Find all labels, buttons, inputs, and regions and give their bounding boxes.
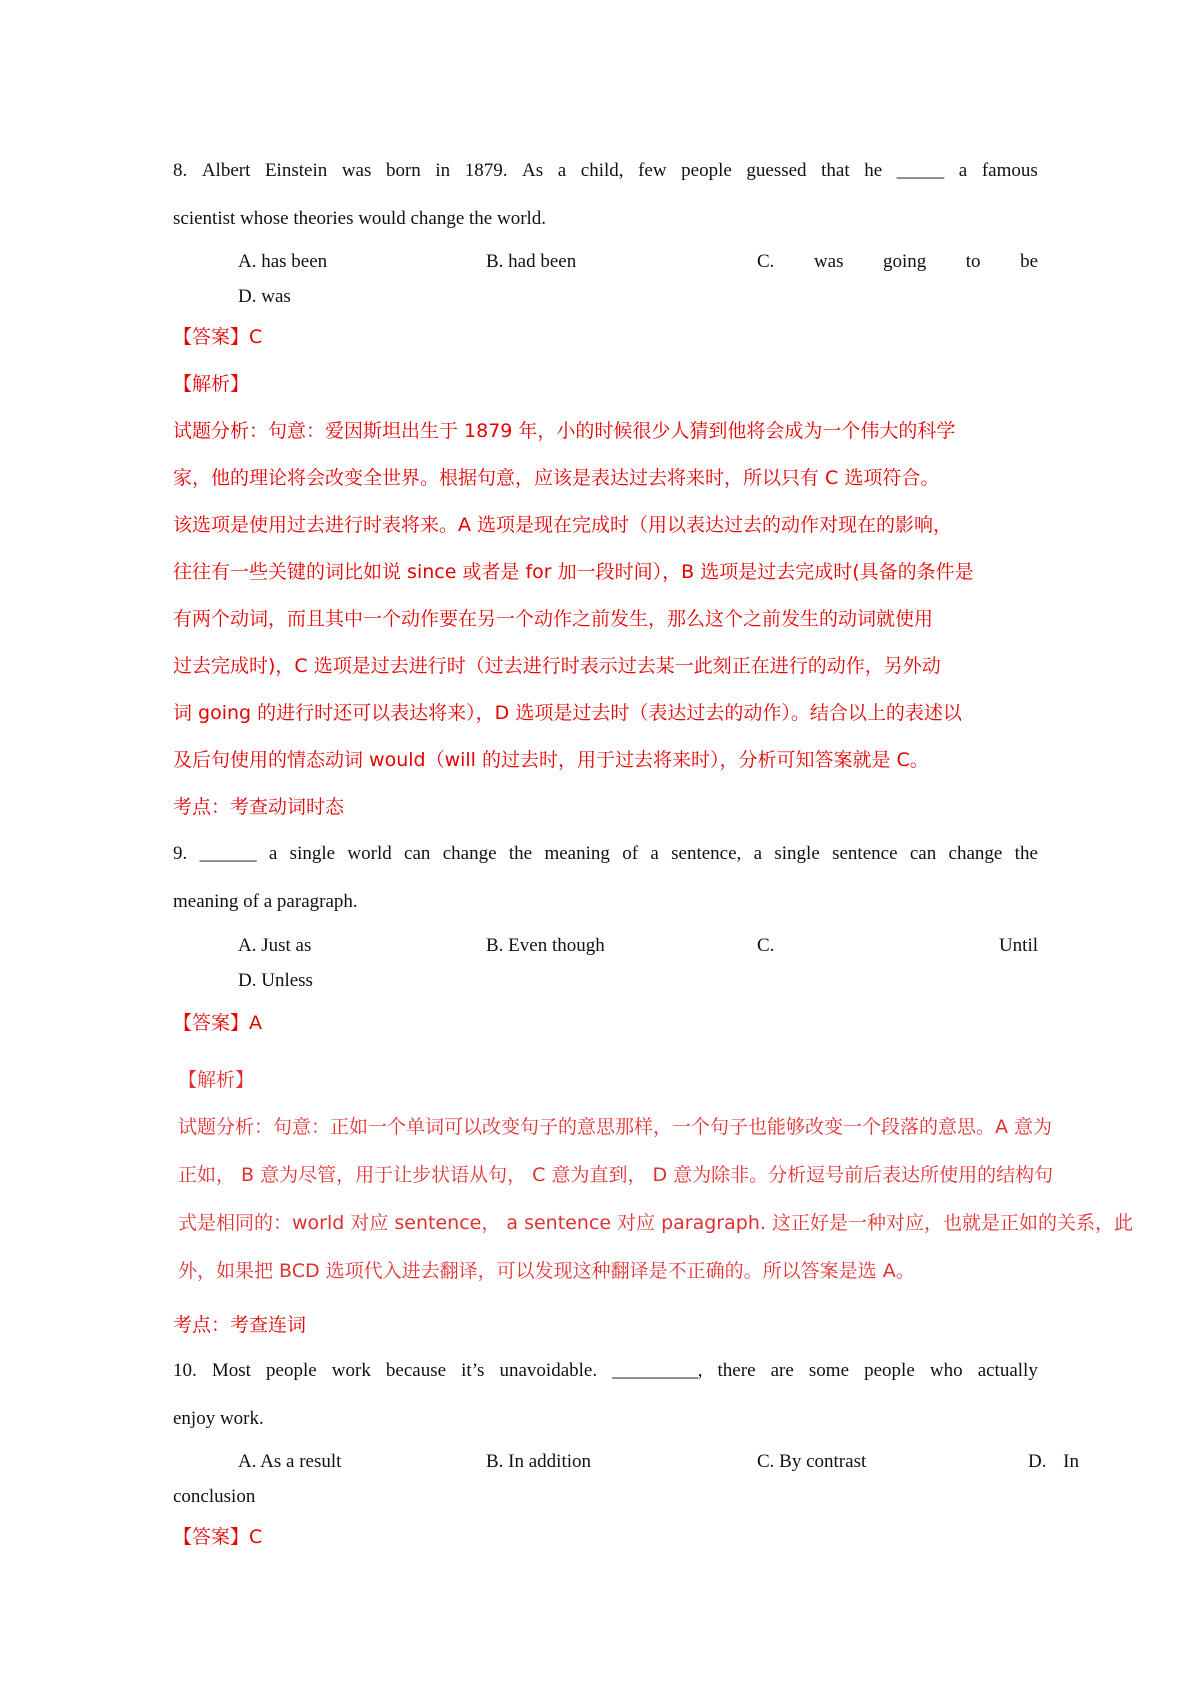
q10-option-d-word: In xyxy=(1063,1451,1079,1472)
q9-word: can xyxy=(909,843,937,864)
q8-word: that xyxy=(821,160,850,181)
q9-word: the xyxy=(1014,843,1038,864)
q8-option-c-word: was xyxy=(813,251,844,272)
q8-analysis-line: 及后句使用的情态动词 would（will 的过去时，用于过去将来时），分析可知答案就是 C。 xyxy=(173,749,929,771)
q8-word: famous xyxy=(981,160,1038,181)
q10-number: 10. xyxy=(173,1360,197,1381)
q8-stem-line1 xyxy=(173,160,1038,182)
q10-word: it’s xyxy=(461,1360,485,1381)
q10-word: who xyxy=(929,1360,963,1381)
q9-word: change xyxy=(442,843,497,864)
q8-word: in xyxy=(435,160,451,181)
q8-word: Einstein xyxy=(264,160,328,181)
q9-option-a: A. Just as xyxy=(238,935,312,956)
q9-analysis-line: 试题分析：句意：正如一个单词可以改变句子的意思那样，一个句子也能够改变一个段落的意思。A 意为 xyxy=(178,1116,1053,1138)
q9-kaodian: 考点：考查连词 xyxy=(173,1314,307,1336)
q9-word: sentence xyxy=(832,843,898,864)
q9-word: change xyxy=(948,843,1003,864)
q10-option-c: C. By contrast xyxy=(757,1451,867,1472)
q8-analysis-line: 过去完成时)，C 选项是过去进行时（过去进行时表示过去某一此刻正在进行的动作，另外动 xyxy=(173,655,941,677)
q9-word: can xyxy=(404,843,431,864)
q9-stem-line1 xyxy=(173,843,1038,865)
q8-word: people xyxy=(681,160,732,181)
q9-option-c xyxy=(757,935,1038,957)
q9-word: sentence, xyxy=(671,843,742,864)
q9-word: meaning xyxy=(544,843,610,864)
q9-option-b: B. Even though xyxy=(486,935,605,956)
q8-word: As xyxy=(522,160,544,181)
q9-word: of xyxy=(622,843,639,864)
q9-blank: ______ xyxy=(199,843,257,864)
q8-option-d: D. was xyxy=(238,286,291,307)
q9-option-d: D. Unless xyxy=(238,970,313,991)
q8-analysis-line: 试题分析：句意：爱因斯坦出生于 1879 年，小的时候很少人猜到他将会成为一个伟大的科学 xyxy=(173,420,956,442)
q8-word: child, xyxy=(580,160,624,181)
q8-analysis-line: 有两个动词，而且其中一个动作要在另一个动作之前发生，那么这个之前发生的动词就使用 xyxy=(173,608,934,630)
q8-word: Albert xyxy=(201,160,251,181)
q10-stem-line1 xyxy=(173,1360,1038,1382)
q9-analysis-heading: 【解析】 xyxy=(178,1069,255,1091)
q9-number: 9. xyxy=(173,843,188,864)
q8-stem-line2: scientist whose theories would change the world. xyxy=(173,208,547,229)
q8-option-c xyxy=(757,251,1038,273)
q9-word: a xyxy=(268,843,278,864)
q8-analysis-line: 该选项是使用过去进行时表将来。A 选项是现在完成时（用以表达过去的动作对现在的影响， xyxy=(173,514,953,536)
q8-option-a: A. has been xyxy=(238,251,328,272)
q8-option-c-word: going xyxy=(883,251,927,272)
q10-option-d-word: D. xyxy=(1028,1451,1047,1472)
q8-option-c-word: C. xyxy=(757,251,775,272)
q10-option-d-continued: conclusion xyxy=(173,1486,256,1507)
q10-word: actually xyxy=(977,1360,1038,1381)
q9-word: a xyxy=(753,843,763,864)
q10-word: people xyxy=(864,1360,915,1381)
q8-option-c-word: be xyxy=(1020,251,1038,272)
q10-option-a: A. As a result xyxy=(238,1451,342,1472)
q8-word: 1879. xyxy=(464,160,508,181)
q10-word: are xyxy=(770,1360,794,1381)
q9-answer: 【答案】A xyxy=(173,1012,262,1034)
q10-word: work xyxy=(331,1360,371,1381)
q8-answer: 【答案】C xyxy=(173,326,263,348)
q8-number: 8. xyxy=(173,160,188,181)
q8-option-b: B. had been xyxy=(486,251,577,272)
q8-analysis-line: 词 going 的进行时还可以表达将来），D 选项是过去时（表达过去的动作）。结合以上的表述以 xyxy=(173,702,962,724)
q8-word: born xyxy=(385,160,421,181)
q10-word: because xyxy=(385,1360,447,1381)
q10-word: people xyxy=(266,1360,317,1381)
q10-stem-line2: enjoy work. xyxy=(173,1408,264,1429)
q10-answer: 【答案】C xyxy=(173,1526,263,1548)
q9-word: world xyxy=(347,843,392,864)
q8-analysis-line: 往往有一些关键的词比如说 since 或者是 for 加一段时间），B 选项是过去完成时(具备的条件是 xyxy=(173,561,974,583)
q8-option-c-word: to xyxy=(965,251,981,272)
q8-word: guessed xyxy=(746,160,807,181)
q8-analysis-heading: 【解析】 xyxy=(173,373,250,395)
q8-word: a xyxy=(958,160,968,181)
q9-analysis-line: 正如， B 意为尽管，用于让步状语从句， C 意为直到， D 意为除非。分析逗号前后表达所使用的结构句 xyxy=(178,1164,1054,1186)
q10-word: unavoidable. xyxy=(499,1360,598,1381)
q8-analysis-line: 家，他的理论将会改变全世界。根据句意，应该是表达过去将来时，所以只有 C 选项符合。 xyxy=(173,467,940,489)
q8-word: a xyxy=(557,160,567,181)
q9-analysis-line: 式是相同的：world 对应 sentence， a sentence 对应 paragraph. 这正好是一种对应，也就是正如的关系，此 xyxy=(178,1212,1133,1234)
q10-option-b: B. In addition xyxy=(486,1451,592,1472)
q9-option-c-word: C. xyxy=(757,935,775,956)
q9-stem-line2: meaning of a paragraph. xyxy=(173,891,358,912)
q10-option-d xyxy=(1028,1451,1079,1473)
q8-word: he xyxy=(864,160,883,181)
q10-word: there xyxy=(717,1360,756,1381)
q9-option-c-word: Until xyxy=(998,935,1038,956)
q10-word: some xyxy=(808,1360,850,1381)
q8-blank: _____ xyxy=(896,160,945,181)
q9-word: single xyxy=(289,843,336,864)
q10-word: Most xyxy=(211,1360,251,1381)
q9-word: the xyxy=(508,843,533,864)
q8-kaodian: 考点：考查动词时态 xyxy=(173,796,345,818)
q8-word: few xyxy=(638,160,667,181)
q9-word: a xyxy=(650,843,659,864)
q9-analysis-line: 外，如果把 BCD 选项代入进去翻译，可以发现这种翻译是不正确的。所以答案是选 A。 xyxy=(178,1260,915,1282)
q8-word: was xyxy=(341,160,372,181)
q9-word: single xyxy=(774,843,820,864)
q10-blank: _________, xyxy=(612,1360,703,1381)
